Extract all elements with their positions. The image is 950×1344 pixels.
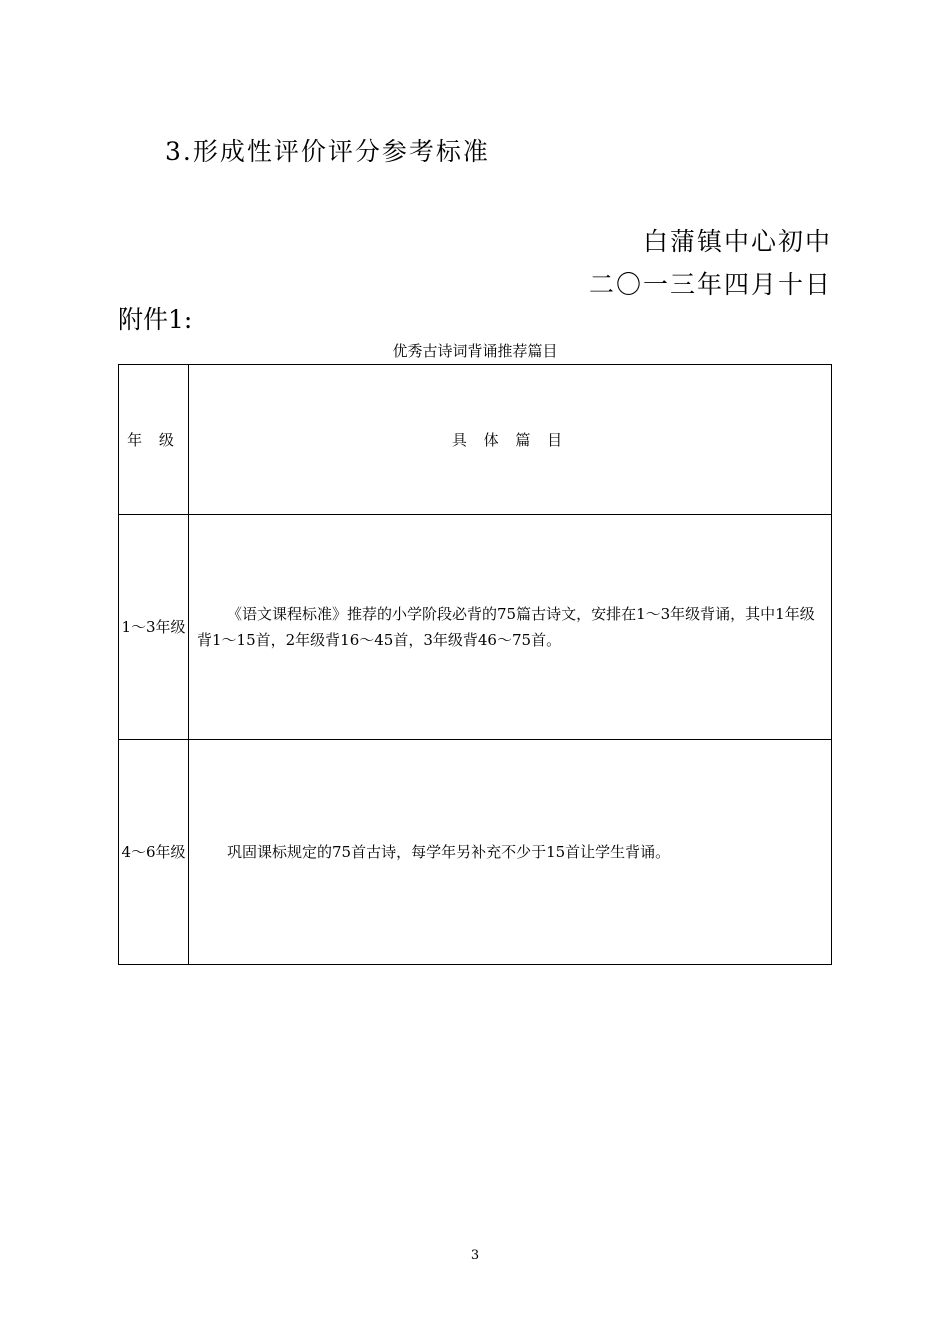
- header-grade: 年 级: [119, 365, 189, 515]
- page-number: 3: [470, 1248, 480, 1263]
- attachment-label: 附件1:: [118, 305, 193, 334]
- grade-cell: 1～3年级: [119, 515, 189, 740]
- recitation-table: [118, 364, 832, 965]
- section-heading: 3.形成性评价评分参考标准: [165, 137, 490, 166]
- table-header-row: [119, 365, 832, 515]
- grade-cell: 4～6年级: [119, 740, 189, 965]
- content-cell: 《语文课程标准》推荐的小学阶段必背的75篇古诗文，安排在1～3年级背诵，其中1年级背1～15首，2年级背16～45首，3年级背46～75首。: [189, 515, 832, 740]
- table-title: 优秀古诗词背诵推荐篇目: [392, 342, 558, 360]
- table-row: [119, 740, 832, 965]
- header-content: 具 体 篇 目: [189, 365, 832, 515]
- table-row: [119, 515, 832, 740]
- content-cell: 巩固课标规定的75首古诗，每学年另补充不少于15首让学生背诵。: [189, 740, 832, 965]
- signature-date: 二〇一三年四月十日: [588, 270, 832, 299]
- signature-organization: 白蒲镇中心初中: [642, 227, 832, 256]
